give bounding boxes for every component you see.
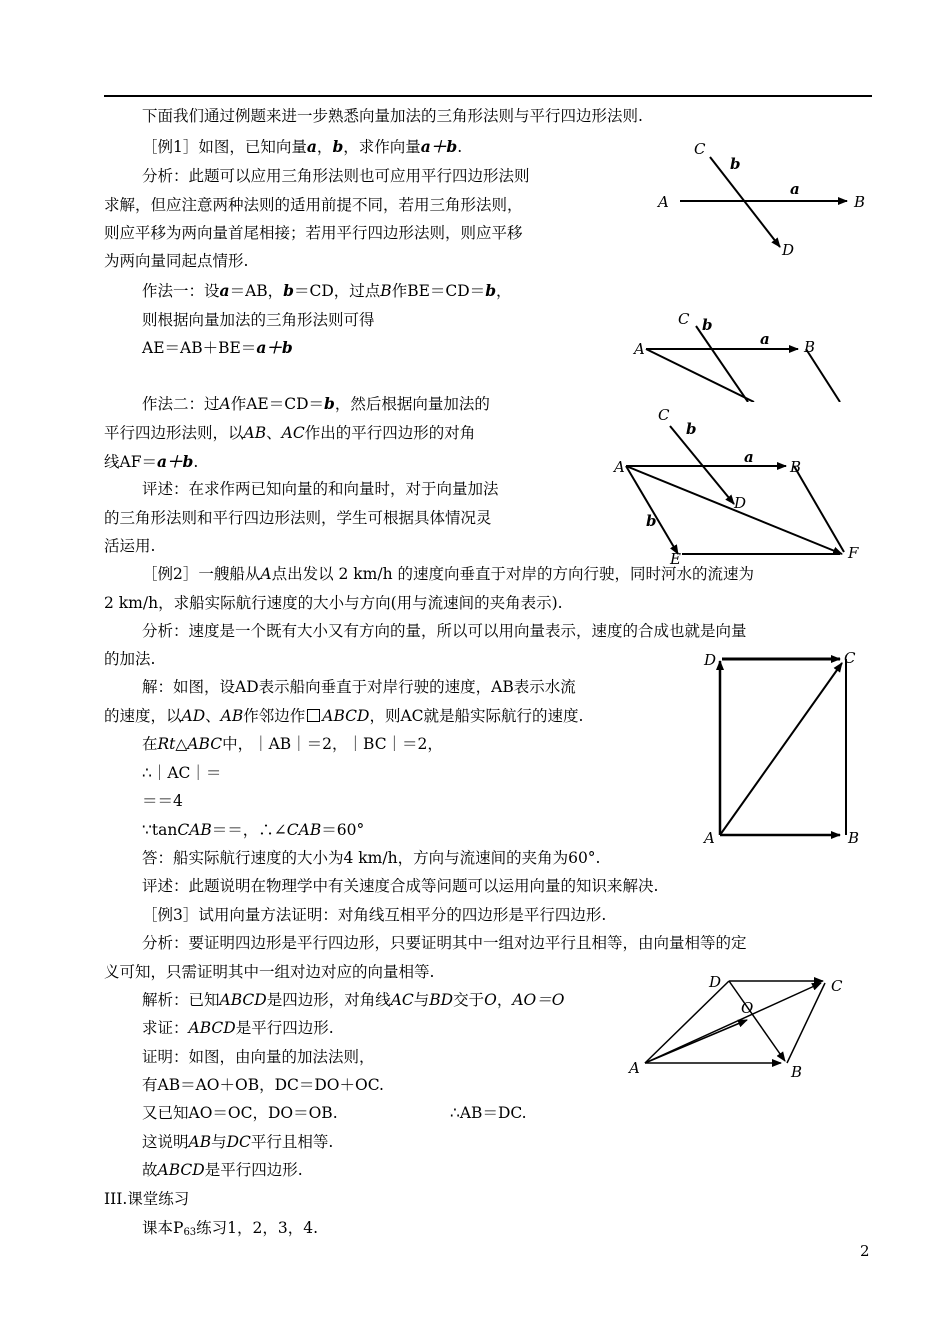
ex2-answer: 答：船实际航行速度的大小为4 km/h，方向与流速间的夹角为60°. bbox=[142, 849, 601, 867]
ex2-solution-2: 的速度，以AD、AB作邻边作 ABCD，则AC就是船实际航行的速度. bbox=[104, 707, 584, 725]
label-D: D bbox=[734, 494, 747, 512]
figure-velocity-rectangle bbox=[700, 645, 870, 850]
example1-question: ［例1］如图，已知向量a，b，求作向量a＋b. bbox=[142, 137, 463, 156]
vector-cd bbox=[696, 326, 748, 402]
label-D: D bbox=[709, 973, 722, 991]
ex1-analysis-4: 为两向量同起点情形. bbox=[104, 252, 249, 270]
ex1-comment-1: 评述：在求作两已知向量的和向量时，对于向量加法 bbox=[142, 480, 499, 498]
label-b-top: b bbox=[686, 420, 697, 438]
ex2-question-2: 2 km/h，求船实际航行速度的大小与方向(用与流速间的夹角表示). bbox=[104, 594, 563, 612]
ex3-proof-3: 又已知AO＝OC，DO＝OB. bbox=[142, 1104, 338, 1122]
label-b: b bbox=[730, 155, 741, 173]
label-A: A bbox=[614, 458, 625, 476]
label-C: C bbox=[831, 977, 843, 995]
ex1-method1-line3: AE＝AB＋BE＝a＋b bbox=[142, 338, 293, 357]
ex3-prove: 求证：ABCD是平行四边形. bbox=[142, 1019, 334, 1037]
label-A: A bbox=[629, 1059, 640, 1077]
ex3-question: ［例3］试用向量方法证明：对角线互相平分的四边形是平行四边形. bbox=[142, 906, 607, 924]
ex1-method2-line3: 线AF＝a＋b. bbox=[104, 452, 199, 471]
ex1-method2-line1: 作法二：过A作AE＝CD＝b，然后根据向量加法的 bbox=[142, 394, 490, 413]
ex3-proof-4: 这说明AB与DC平行且相等. bbox=[142, 1133, 334, 1151]
label-D: D bbox=[704, 651, 717, 669]
label-B: B bbox=[854, 193, 866, 211]
vector-ae bbox=[646, 349, 754, 402]
ex2-comment: 评述：此题说明在物理学中有关速度合成等问题可以运用向量的知识来解决. bbox=[142, 877, 659, 895]
ex1-analysis-3: 则应平移为两向量首尾相接；若用平行四边形法则，则应平移 bbox=[104, 224, 523, 242]
vector-ac bbox=[720, 663, 842, 835]
ex2-solution-4: ∴｜AC｜＝ bbox=[142, 764, 222, 782]
ex3-proof-5: 故ABCD是平行四边形. bbox=[142, 1161, 303, 1179]
label-E: E bbox=[670, 550, 681, 566]
ex2-analysis-1: 分析：速度是一个既有大小又有方向的量，所以可以用向量表示，速度的合成也就是向量 bbox=[142, 622, 747, 640]
label-C: C bbox=[694, 140, 706, 158]
label-B: B bbox=[790, 458, 802, 476]
ex1-analysis-2: 求解，但应注意两种法则的适用前提不同，若用三角形法则， bbox=[104, 196, 523, 214]
ex1-comment-2: 的三角形法则和平行四边形法则，学生可根据具体情况灵 bbox=[104, 509, 492, 527]
label-C: C bbox=[678, 310, 690, 328]
label-A: A bbox=[634, 340, 645, 358]
vector-be bbox=[806, 349, 840, 402]
edge-bc bbox=[787, 983, 825, 1063]
label-a: a bbox=[790, 180, 800, 198]
label-F: F bbox=[848, 544, 859, 562]
intro-text: 下面我们通过例题来进一步熟悉向量加法的三角形法则与平行四边形法则. bbox=[142, 107, 643, 125]
ex3-proof-3b: ∴AB＝DC. bbox=[450, 1104, 527, 1122]
label-b-left: b bbox=[646, 512, 657, 530]
label-a: a bbox=[760, 330, 770, 348]
ex3-proof-1: 证明：如图，由向量的加法法则， bbox=[142, 1048, 375, 1066]
diagonal-ac bbox=[645, 983, 821, 1063]
label-a: a bbox=[744, 448, 754, 466]
parallelogram-symbol bbox=[307, 709, 320, 722]
vector-ae bbox=[626, 466, 678, 554]
label-B: B bbox=[848, 829, 860, 847]
label-A: A bbox=[658, 193, 669, 211]
figure-vectors-ab bbox=[650, 135, 880, 265]
label-b: b bbox=[702, 316, 713, 334]
edge-bf bbox=[794, 466, 844, 552]
ex3-given: 解析：已知ABCD是四边形，对角线AC与BD交于O，AO＝O bbox=[142, 991, 565, 1009]
label-C: C bbox=[658, 406, 670, 424]
label-A: A bbox=[704, 829, 715, 847]
vector-ao bbox=[645, 1020, 747, 1063]
ex1-comment-3: 活运用. bbox=[104, 537, 156, 555]
figure-method-one bbox=[630, 308, 845, 402]
practice-text: 课本$P_{63}$练习1，2，3，4. bbox=[142, 1219, 319, 1238]
header-rule bbox=[104, 95, 872, 97]
label-O: O bbox=[741, 999, 754, 1017]
figure-method-two bbox=[610, 404, 870, 566]
edge-ad bbox=[645, 981, 729, 1063]
page-number: 2 bbox=[860, 1242, 870, 1260]
ex3-analysis-2: 义可知，只需证明其中一组对边对应的向量相等. bbox=[104, 963, 435, 981]
label-C: C bbox=[844, 649, 856, 667]
ex2-solution-3: 在Rt△ABC中，｜AB｜＝2，｜BC｜＝2， bbox=[142, 735, 443, 753]
ex2-solution-5: ＝＝4 bbox=[142, 792, 183, 810]
ex1-method2-line2: 平行四边形法则，以AB、AC作出的平行四边形的对角 bbox=[104, 424, 476, 442]
ex3-proof-2: 有AB＝AO＋OB，DC＝DO＋OC. bbox=[142, 1076, 384, 1094]
ex1-method1-line2: 则根据向量加法的三角形法则可得 bbox=[142, 311, 375, 329]
label-D: D bbox=[782, 241, 795, 259]
ex2-solution-6: ∵tanCAB＝＝，∴∠CAB＝60° bbox=[142, 821, 365, 839]
ex1-analysis-1: 分析：此题可以应用三角形法则也可应用平行四边形法则 bbox=[142, 167, 530, 185]
figure-parallelogram-diagonals bbox=[625, 965, 875, 1080]
ex1-method1-line1: 作法一：设a＝AB，b＝CD，过点B作BE＝CD＝b， bbox=[142, 281, 512, 300]
ex2-question-1: ［例2］一艘船从A点出发以 2 km/h 的速度向垂直于对岸的方向行驶，同时河水的流速为 bbox=[142, 565, 755, 583]
label-B: B bbox=[804, 338, 816, 356]
label-B: B bbox=[791, 1063, 803, 1080]
ex2-solution-1: 解：如图，设AD表示船向垂直于对岸行驶的速度，AB表示水流 bbox=[142, 678, 576, 696]
practice-title: III.课堂练习 bbox=[104, 1190, 190, 1208]
ex2-analysis-2: 的加法. bbox=[104, 650, 156, 668]
ex3-analysis-1: 分析：要证明四边形是平行四边形，只要证明其中一组对边平行且相等，由向量相等的定 bbox=[142, 934, 747, 952]
